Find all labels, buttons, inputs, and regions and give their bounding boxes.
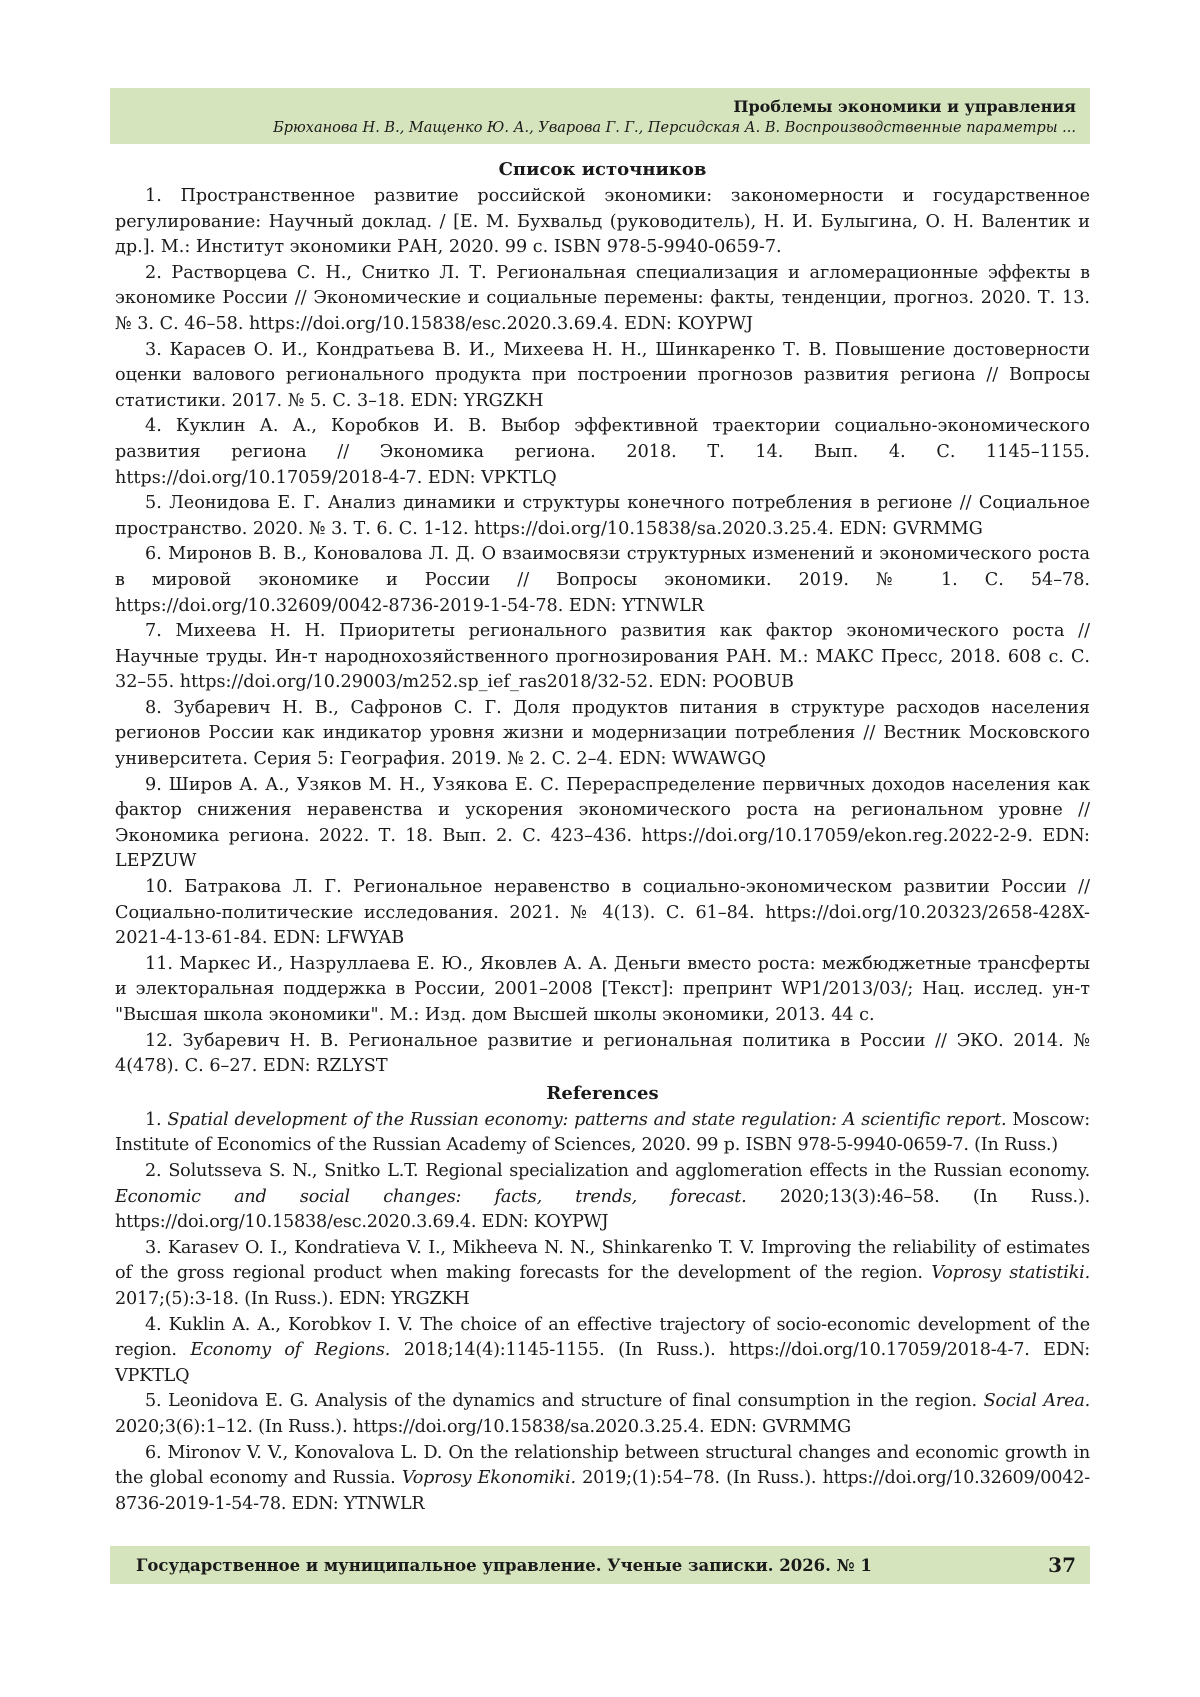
ref-source-title: Voprosy Ekonomiki. (401, 1468, 576, 1489)
ru-reference-item: 5. Леонидова Е. Г. Анализ динамики и структуры конечного потребления в регионе // Социальное пространство. 2020. № 3. Т. 6. С. 1-12. https://doi.org/10.15838/sa.2020.3.25.4. EDN: GVRMMG (115, 493, 1090, 539)
ru-reference-item: 9. Широв А. А., Узяков М. Н., Узякова Е. С. Перераспределение первичных доходов населения как фактор снижения неравенства и ускорения экономического роста на региональном уровне // Экономика региона. 2022. Т. 18. Вып. 2. С. 423–436. https://doi.org/10.17059/ekon.reg.2022-2-9. EDN: LEPZUW (115, 774, 1090, 872)
en-reference-item (115, 1159, 1090, 1236)
ref-text: 2017;(5):3-18. (In Russ.). EDN: YRGZKH (115, 1288, 470, 1309)
running-footer (110, 1546, 1090, 1584)
ru-reference-item: 3. Карасев О. И., Кондратьева В. И., Михеева Н. Н., Шинкаренко Т. В. Повышение достоверности оценки валового регионального продукта при построении прогнозов развития региона // Вопросы статистики. 2017. № 5. С. 3–18. EDN: YRGZKH (115, 339, 1090, 411)
ref-text: 1. (145, 1109, 168, 1130)
page-content (115, 156, 1090, 1517)
ru-reference-item: 12. Зубаревич Н. В. Региональное развитие и региональная политика в России // ЭКО. 2014. № 4(478). С. 6–27. EDN: RZLYST (115, 1030, 1090, 1077)
ref-text: 2019;(1):54–78. (In Russ.). https://doi.org/10.32609/0042-8736-2019-1-54-78. EDN: YTNWLR (115, 1468, 1090, 1514)
page-number: 37 (1048, 1553, 1076, 1577)
running-header (110, 88, 1090, 144)
ru-references-title: Список источников (498, 159, 707, 180)
en-reference-item (115, 1389, 1090, 1440)
ref-source-title: Economic and social changes: facts, trends, forecast. (115, 1186, 747, 1207)
ref-source-title: Spatial development of the Russian economy: patterns and state regulation: A scientific report. (167, 1109, 1007, 1130)
ru-reference-list (115, 184, 1090, 1080)
ru-reference-item: 7. Михеева Н. Н. Приоритеты регионального развития как фактор экономического роста // Научные труды. Ин-т народнохозяйственного прогнозирования РАН. М.: МАКС Пресс, 2018. 608 с. С. 32–55. https://doi.org/10.29003/m252.sp_ief_ras2018/32-52. EDN: POOBUB (115, 621, 1090, 693)
ref-source-title: Economy of Regions. (190, 1340, 391, 1361)
en-references-title: References (546, 1082, 659, 1104)
ru-reference-item: 4. Куклин А. А., Коробков И. В. Выбор эффективной траектории социально-экономического развития региона // Экономика региона. 2018. Т. 14. Вып. 4. С. 1145–1155. https://doi.org/10.17059/2018-4-7. EDN: VPKTLQ (115, 416, 1090, 488)
en-reference-item (115, 1441, 1090, 1518)
footer-journal-title: Государственное и муниципальное управление. Ученые записки. 2026. № 1 (136, 1555, 872, 1575)
ru-reference-item: 1. Пространственное развитие российской экономики: закономерности и государственное регулирование: Научный доклад. / [Е. М. Бухвальд (руководитель), Н. И. Булыгина, О. Н. Валентик и др.]. М.: Институт экономики РАН, 2020. 99 с. ISBN 978-5-9940-0659-7. (115, 186, 1090, 258)
article-running-title: Брюханова Н. В., Мащенко Ю. А., Уварова Г. Г., Персидская А. В. Воспроизводственные параметры ... (273, 120, 1076, 136)
ref-text: 5. Leonidova E. G. Analysis of the dynamics and structure of final consumption in the region. (145, 1391, 984, 1412)
ru-reference-item: 10. Батракова Л. Г. Региональное неравенство в социально-экономическом развитии России // Социально-политические исследования. 2021. № 4(13). С. 61–84. https://doi.org/10.20323/2658-428X-2021-4-13-61-84. EDN: LFWYAB (115, 877, 1090, 949)
ref-source-title: Voprosy statistiki. (931, 1263, 1090, 1284)
ref-text: 2018;14(4):1145-1155. (In Russ.). https://doi.org/10.17059/2018-4-7. EDN: VPKTLQ (115, 1340, 1090, 1386)
ru-reference-item: 6. Миронов В. В., Коновалова Л. Д. О взаимосвязи структурных изменений и экономического роста в мировой экономике и России // Вопросы экономики. 2019. № 1. С. 54–78. https://doi.org/10.32609/0042-8736-2019-1-54-78. EDN: YTNWLR (115, 544, 1090, 616)
ref-text: 2020;3(6):1–12. (In Russ.). https://doi.org/10.15838/sa.2020.3.25.4. EDN: GVRMMG (115, 1416, 851, 1437)
journal-section-title: Проблемы экономики и управления (733, 97, 1076, 116)
ru-reference-item: 2. Растворцева С. Н., Снитко Л. Т. Региональная специализация и агломерационные эффекты в экономике России // Экономические и социальные перемены: факты, тенденции, прогноз. 2020. Т. 13. № 3. С. 46–58. https://doi.org/10.15838/esc.2020.3.69.4. EDN: KOYPWJ (115, 262, 1090, 334)
ru-reference-item: 11. Маркес И., Назруллаева Е. Ю., Яковлев А. А. Деньги вместо роста: межбюджетные трансферты и электоральная поддержка в России, 2001–2008 [Текст]: препринт WP1/2013/03/; Нац. исслед. ун-т "Высшая школа экономики". М.: Изд. дом Высшей школы экономики, 2013. 44 с. (115, 953, 1090, 1025)
ref-text: 2. Solutsseva S. N., Snitko L.T. Regional specialization and agglomeration effects in the Russian economy. (145, 1160, 1090, 1181)
ref-text: 2020;13(3):46–58. (In Russ.). https://doi.org/10.15838/esc.2020.3.69.4. EDN: KOYPWJ (115, 1186, 1090, 1233)
en-reference-item (115, 1313, 1090, 1390)
en-reference-item (115, 1108, 1090, 1159)
en-reference-list (115, 1108, 1090, 1518)
ref-text: Moscow: Institute of Economics of the Russian Academy of Sciences, 2020. 99 p. ISBN 978-5-9940-0659-7. (In Russ.) (115, 1109, 1090, 1156)
ru-reference-item: 8. Зубаревич Н. В., Сафронов С. Г. Доля продуктов питания в структуре расходов населения регионов России как индикатор уровня жизни и модернизации потребления // Вестник Московского университета. Серия 5: География. 2019. № 2. С. 2–4. EDN: WWAWGQ (115, 697, 1090, 770)
ref-text: 3. Karasev O. I., Kondratieva V. I., Mikheeva N. N., Shinkarenko T. V. Improving the reliability of estimates of the gross regional product when making forecasts for the development of the region. (115, 1237, 1090, 1284)
en-reference-item (115, 1236, 1090, 1313)
ref-source-title: Social Area. (983, 1391, 1090, 1412)
ref-text: 4. Kuklin A. A., Korobkov I. V. The choice of an effective trajectory of socio-economic development of the region. (115, 1314, 1090, 1361)
ref-text: 6. Mironov V. V., Konovalova L. D. On the relationship between structural changes and economic growth in the global economy and Russia. (115, 1442, 1090, 1489)
